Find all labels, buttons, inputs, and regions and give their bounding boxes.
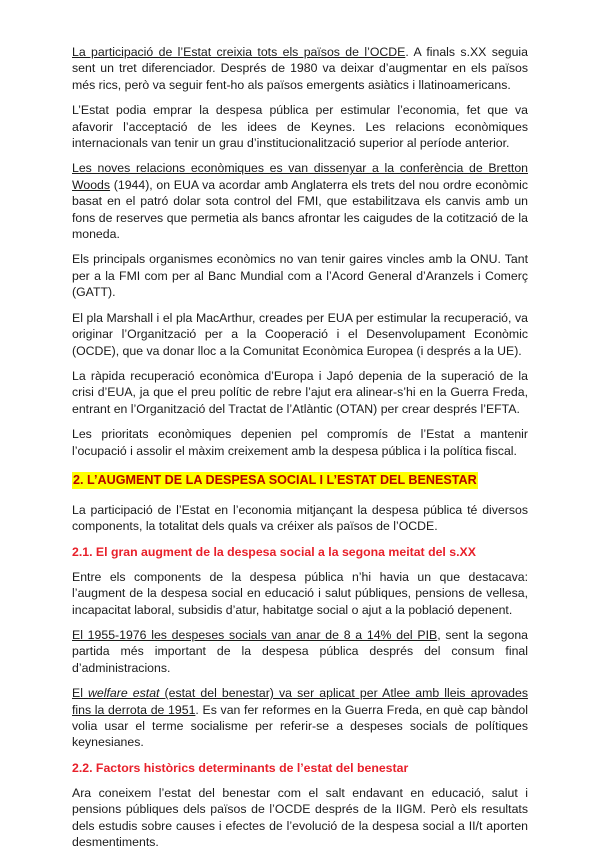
paragraph-social-spending: Entre els components de la despesa pública n’hi havia un que destacava: l’augment de la despesa social en educació i salut públiques, pensions de vellesa, incapacitat laboral, subsidis d’atur, habitatge social o ajut a la població depenent. [72,569,528,617]
paragraph-priorities: Les prioritats econòmiques depenien pel compromís de l’Estat a mantenir l’ocupació i assolir el màxim creixement amb la despesa pública i la política fiscal. [72,427,528,458]
subsection-heading-2-2: 2.2. Factors històrics determinants de l’estat del benestar [72,760,409,775]
section-heading-wrap [72,468,528,498]
paragraph-welfare-state [72,685,528,751]
underlined-text: El [72,686,89,701]
underlined-text: Les noves relacions econòmiques es van dissenyar a la conferència de Bretton Woods [72,161,528,192]
paragraph-recovery: La ràpida recuperació econòmica d’Europa i Japó depenia de la superació de la crisi d’EUA, ja que el preu polític de rebre l’ajut era alinear-s’hi en la Guerra Freda, entrant en l’Organització del Tractat de l’Atlàntic (OTAN) per crear després l’EFTA. [72,368,528,416]
underlined-text: La participació de l’Estat creixia tots els països de l’OCDE [72,45,406,59]
paragraph-1955-1976 [72,627,528,676]
subsection-heading-2-1: 2.1. El gran augment de la despesa social a la segona meitat del s.XX [72,544,476,559]
paragraph-text: , sent la segona partida més important de la despesa pública després del consum final d’administracions. [72,627,528,675]
paragraph-state-participation: La participació de l’Estat en l’economia mitjançant la despesa pública té diversos components, la totalitat dels quals va créixer als països de l’OCDE. [72,502,528,534]
underlined-text: El 1955-1976 les despeses socials van anar de 8 a 14% del PIB [72,627,438,642]
document-page [72,44,528,859]
paragraph-keynes: L’Estat podia emprar la despesa pública per estimular l’economia, fet que va afavorir l’acceptació de les idees de Keynes. Les relacions econòmiques internacionals van tenir un grau d’institucionalització superior al període anterior. [72,103,528,151]
italic-underlined-text: welfare estat [88,686,160,701]
paragraph-welfare-factors: Ara coneixem l’estat del benestar com el salt endavant en educació, salut i pensions públiques dels països de l’OCDE després de la IIGM. Però els resultats dels estudis sobre causes i efectes de l’evolució de la despesa social a II/t aporten desmentiments. [72,785,528,850]
paragraph-onu: Els principals organismes econòmics no van tenir gaires vincles amb la ONU. Tant per a la FMI com per al Banc Mundial com a l’Acord General d’Aranzels i Comerç (GATT). [72,252,528,300]
paragraph-ocde-participation [72,44,528,93]
section-heading-2: 2. L’AUGMENT DE LA DESPESA SOCIAL I L’ESTAT DEL BENESTAR [73,472,477,487]
paragraph-marshall: El pla Marshall i el pla MacArthur, creades per EUA per estimular la recuperació, va originar l’Organització per a la Cooperació i el Desenvolupament Econòmic (OCDE), que va donar lloc a la Comunitat Econòmica Europea (i després a la UE). [72,310,528,358]
paragraph-text: . Es van fer reformes en la Guerra Freda, en què cap bàndol volia usar el terme socialisme per referir-se a despeses socials de polítiques keynesianes. [72,702,529,750]
paragraph-text: (1944), on EUA va acordar amb Anglaterra els trets del nou ordre econòmic basat en el patró dolar sota control del FMI, que estabilitzava els canvis amb un fons de reserves que permetia als bancs afrontar les caigudes de la cotització de la moneda. [72,177,528,242]
paragraph-bretton-woods [72,160,528,242]
underlined-text: (estat del benestar) va ser aplicat per Atlee amb lleis aprovades fins la derrota de 1951 [72,686,528,717]
paragraph-text: . A finals s.XX seguia sent un tret diferenciador. Després de 1980 va deixar d’augmentar en els països més rics, però va seguir fent-ho als països emergents asiàtics i llatinoamericans. [72,45,528,92]
